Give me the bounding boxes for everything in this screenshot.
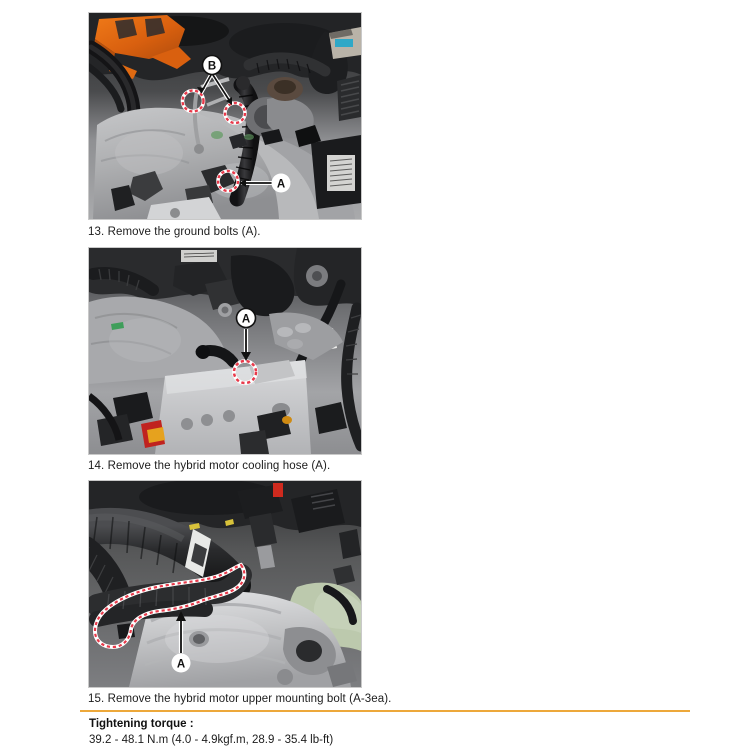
callout-a-label: A bbox=[241, 313, 251, 326]
figure-ground-bolts-graphic bbox=[89, 13, 361, 219]
figure-ground-bolts bbox=[88, 12, 362, 220]
caption-step-15: 15. Remove the hybrid motor upper mounting bolt (A-3ea). bbox=[88, 693, 392, 705]
figure-upper-mounting-bolt-graphic bbox=[89, 481, 361, 687]
tightening-torque-note bbox=[80, 710, 690, 750]
callout-b-label: B bbox=[207, 60, 217, 73]
tightening-torque-value: 39.2 - 48.1 N.m (4.0 - 4.9kgf.m, 28.9 - 35.4 lb-ft) bbox=[89, 734, 334, 746]
caption-step-13: 13. Remove the ground bolts (A). bbox=[88, 226, 261, 238]
callout-a-label: A bbox=[276, 178, 286, 191]
tightening-torque-title: Tightening torque : bbox=[89, 718, 194, 730]
figure-upper-mounting-bolt bbox=[88, 480, 362, 688]
figure-cooling-hose-graphic bbox=[89, 248, 361, 454]
caption-step-14: 14. Remove the hybrid motor cooling hose (A). bbox=[88, 460, 331, 472]
callout-a-label: A bbox=[176, 658, 186, 671]
figure-cooling-hose bbox=[88, 247, 362, 455]
